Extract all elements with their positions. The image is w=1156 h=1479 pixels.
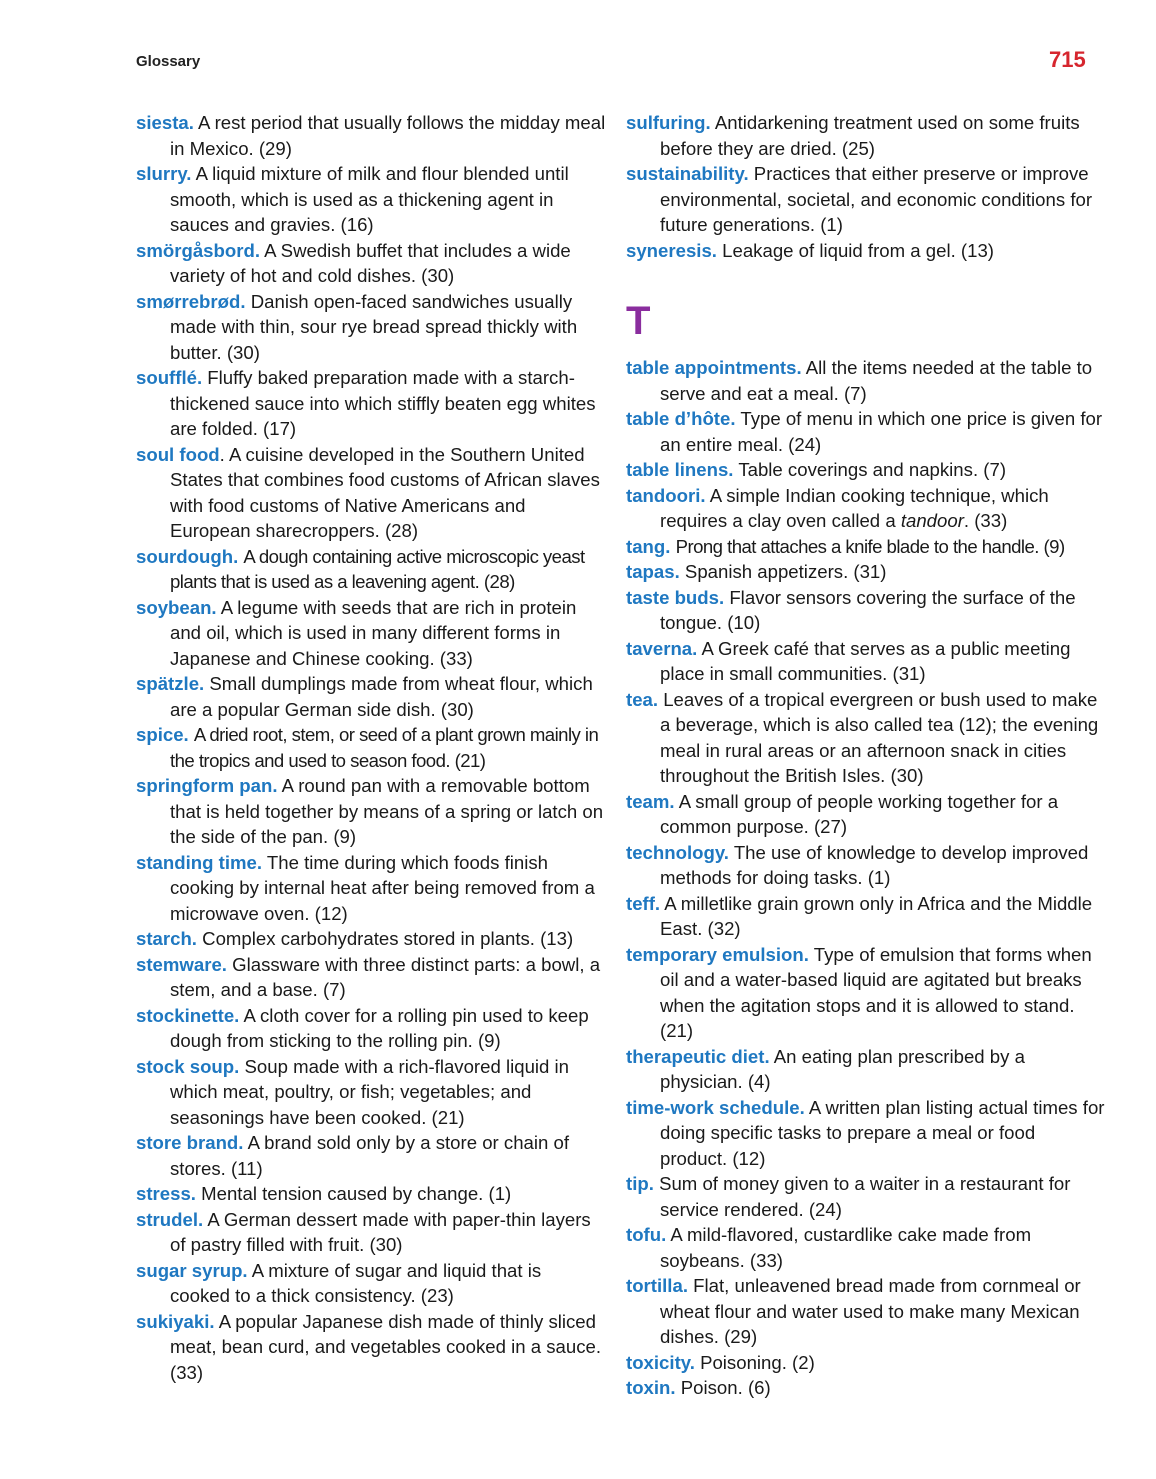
glossary-entry	[626, 942, 1106, 1044]
glossary-definition: A milletlike grain grown only in Africa and the Middle East. (32)	[660, 892, 1093, 939]
glossary-entry	[136, 1003, 606, 1054]
glossary-definition: Poison. (6)	[680, 1377, 771, 1398]
glossary-definition: Danish open-faced sandwiches usually made with thin, sour rye bread spread thickly with butter. (30)	[170, 290, 578, 363]
glossary-term: soufflé.	[136, 367, 203, 388]
glossary-entry	[626, 110, 1106, 161]
glossary-term: tandoori.	[626, 484, 706, 506]
glossary-term: syneresis.	[626, 239, 717, 261]
glossary-term: sourdough.	[136, 545, 239, 567]
glossary-entry	[626, 534, 1106, 560]
glossary-entry	[136, 1309, 606, 1386]
glossary-term: stock soup.	[136, 1055, 240, 1077]
glossary-entry	[136, 952, 606, 1003]
glossary-entry	[136, 442, 606, 544]
glossary-term: table d’hôte.	[626, 408, 736, 429]
glossary-term: table linens.	[626, 459, 734, 480]
glossary-entry	[136, 1130, 606, 1181]
glossary-definition: A cloth cover for a rolling pin used to keep dough from sticking to the rolling pin. (9)	[170, 1004, 589, 1051]
glossary-term: stockinette.	[136, 1004, 240, 1026]
glossary-term: sulfuring.	[626, 112, 711, 133]
glossary-term: therapeutic diet.	[626, 1045, 770, 1067]
glossary-definition: A dried root, stem, or seed of a plant grown mainly in the tropics and used to season food. (21)	[170, 724, 599, 771]
glossary-entry	[626, 559, 1106, 585]
glossary-entry	[626, 1350, 1106, 1376]
glossary-entry	[136, 289, 606, 366]
glossary-term: toxin.	[626, 1377, 676, 1398]
glossary-entry	[136, 110, 606, 161]
glossary-term: tip.	[626, 1173, 654, 1194]
glossary-definition: A simple Indian cooking technique, which requires a clay oven called a	[660, 484, 1049, 531]
glossary-entry	[626, 789, 1106, 840]
glossary-entry	[626, 1222, 1106, 1273]
page-number: 715	[1049, 47, 1086, 72]
glossary-definition: The use of knowledge to develop improved methods for doing tasks. (1)	[660, 841, 1089, 888]
glossary-entry	[626, 1273, 1106, 1350]
glossary-term: table appointments.	[626, 357, 802, 378]
glossary-entry	[136, 544, 606, 595]
glossary-entry	[626, 1171, 1106, 1222]
glossary-term: sustainability.	[626, 163, 749, 184]
glossary-definition: Small dumplings made from wheat flour, which are a popular German side dish. (30)	[170, 673, 593, 720]
page-header-title: Glossary	[136, 53, 201, 70]
glossary-term: taste buds.	[626, 586, 725, 608]
glossary-term: slurry.	[136, 163, 192, 184]
glossary-definition: A rest period that usually follows the midday meal in Mexico. (29)	[170, 112, 606, 159]
glossary-definition: A dough containing active microscopic yeast plants that is used as a leavening agent. (28)	[170, 545, 585, 592]
glossary-definition: Practices that either preserve or improve environmental, societal, and economic conditions for future generations. (1)	[660, 163, 1093, 235]
glossary-definition: Complex carbohydrates stored in plants. (13)	[202, 928, 574, 949]
glossary-term: starch.	[136, 928, 197, 949]
glossary-entry	[626, 1044, 1106, 1095]
glossary-entry	[626, 1095, 1106, 1172]
glossary-term: strudel.	[136, 1208, 204, 1230]
glossary-term: taverna.	[626, 637, 698, 659]
glossary-term: tofu.	[626, 1224, 667, 1245]
glossary-definition: A Swedish buffet that includes a wide variety of hot and cold dishes. (30)	[170, 239, 571, 286]
glossary-term: tea.	[626, 688, 659, 710]
glossary-definition: A round pan with a removable bottom that is held together by means of a spring or latch on the side of the pan. (9)	[170, 775, 604, 847]
glossary-term: tapas.	[626, 561, 680, 582]
glossary-term: teff.	[626, 892, 661, 914]
glossary-definition: Poisoning. (2)	[700, 1351, 815, 1373]
glossary-definition: Spanish appetizers. (31)	[684, 561, 887, 582]
glossary-definition: Leaves of a tropical evergreen or bush used to make a beverage, which is also called tea (12); the evening meal in rural areas or an afternoon snack in cities throughout the British Isles. (30)	[660, 688, 1099, 786]
glossary-definition: A popular Japanese dish made of thinly sliced meat, bean curd, and vegetables cooked in a sauce. (33)	[170, 1310, 602, 1383]
glossary-entry	[136, 595, 606, 672]
glossary-definition: Flavor sensors covering the surface of the tongue. (10)	[660, 586, 1076, 633]
glossary-term: time-work schedule.	[626, 1096, 805, 1118]
glossary-entry	[626, 161, 1106, 238]
glossary-entry	[626, 406, 1106, 457]
glossary-definition: A German dessert made with paper-thin layers of pastry filled with fruit. (30)	[170, 1208, 591, 1255]
glossary-entry	[626, 1375, 1106, 1401]
glossary-definition: A brand sold only by a store or chain of stores. (11)	[170, 1132, 570, 1179]
glossary-entry	[136, 1181, 606, 1207]
glossary-entry	[626, 585, 1106, 636]
glossary-entry	[136, 722, 606, 773]
glossary-entry	[626, 457, 1106, 483]
glossary-definition: A written plan listing actual times for doing specific tasks to prepare a meal or food product. (12)	[660, 1096, 1105, 1169]
glossary-definition: A legume with seeds that are rich in protein and oil, which is used in many different forms in Japanese and Chinese cooking. (33)	[170, 596, 577, 669]
glossary-term: team.	[626, 790, 675, 812]
glossary-term: store brand.	[136, 1132, 244, 1153]
glossary-entry	[136, 671, 606, 722]
glossary-entry	[136, 1258, 606, 1309]
glossary-entry	[136, 238, 606, 289]
glossary-term: smørrebrød.	[136, 290, 246, 312]
glossary-definition: The time during which foods finish cooking by internal heat after being removed from a microwave oven. (12)	[170, 851, 595, 924]
glossary-entry	[626, 687, 1106, 789]
section-letter-heading: T	[626, 299, 651, 343]
glossary-term: springform pan.	[136, 775, 278, 796]
glossary-term: toxicity.	[626, 1351, 695, 1373]
glossary-definition: Type of menu in which one price is given for an entire meal. (24)	[660, 408, 1103, 455]
glossary-definition: A mild-flavored, custardlike cake made from soybeans. (33)	[660, 1224, 1032, 1271]
glossary-definition: Prong that attaches a knife blade to the handle. (9)	[675, 535, 1065, 557]
glossary-entry	[136, 1054, 606, 1131]
glossary-definition: . A cuisine developed in the Southern United States that combines food customs of African slaves with food customs of Native Americans and European sharecroppers. (28)	[170, 443, 600, 541]
glossary-definition: Flat, unleavened bread made from cornmeal or wheat flour and water used to make many Mexican dishes. (29)	[660, 1275, 1081, 1347]
glossary-definition: An eating plan prescribed by a physician. (4)	[660, 1045, 1025, 1092]
glossary-definition: Glassware with three distinct parts: a bowl, a stem, and a base. (7)	[170, 953, 601, 1000]
glossary-term: soul food	[136, 443, 220, 465]
glossary-entry	[626, 891, 1106, 942]
glossary-entry	[136, 161, 606, 238]
glossary-definition: Antidarkening treatment used on some fruits before they are dried. (25)	[660, 112, 1080, 159]
glossary-definition: Mental tension caused by change. (1)	[201, 1183, 512, 1204]
glossary-term: temporary emulsion.	[626, 943, 809, 965]
glossary-definition: Sum of money given to a waiter in a restaurant for service rendered. (24)	[659, 1173, 1071, 1220]
glossary-entry	[626, 238, 1106, 264]
glossary-entry	[626, 483, 1106, 534]
glossary-term: technology.	[626, 841, 729, 863]
glossary-entry	[136, 365, 606, 442]
glossary-term: sugar syrup.	[136, 1259, 248, 1281]
glossary-term: soybean.	[136, 596, 217, 618]
glossary-entry	[136, 926, 606, 952]
glossary-term: tortilla.	[626, 1275, 688, 1296]
glossary-entry	[136, 1207, 606, 1258]
glossary-definition: A liquid mixture of milk and flour blended until smooth, which is used as a thickening agent in sauces and gravies. (16)	[170, 163, 569, 235]
glossary-entry	[626, 355, 1106, 406]
glossary-definition: Table coverings and napkins. (7)	[738, 459, 1007, 480]
glossary-term: standing time.	[136, 851, 263, 873]
glossary-column-right	[626, 110, 1106, 1401]
glossary-definition-end: . (33)	[963, 510, 1008, 531]
glossary-definition-italic: tandoor	[900, 510, 964, 531]
glossary-term: tang.	[626, 535, 671, 557]
glossary-definition: A Greek café that serves as a public meeting place in small communities. (31)	[660, 637, 1071, 684]
glossary-term: stemware.	[136, 953, 227, 975]
glossary-term: spice.	[136, 724, 189, 745]
glossary-definition: All the items needed at the table to serve and eat a meal. (7)	[660, 357, 1093, 404]
glossary-definition: Soup made with a rich-flavored liquid in which meat, poultry, or fish; vegetables; and seasonings have been cooked. (21)	[170, 1055, 570, 1128]
glossary-term: smörgåsbord.	[136, 239, 260, 261]
glossary-column-left	[136, 110, 606, 1385]
glossary-definition: Leakage of liquid from a gel. (13)	[722, 239, 994, 261]
glossary-definition: Type of emulsion that forms when oil and a water-based liquid are agitated but breaks when the agitation stops and it is allowed to stand. (21)	[660, 943, 1092, 1041]
glossary-term: stress.	[136, 1183, 196, 1204]
glossary-entry	[626, 636, 1106, 687]
glossary-term: siesta.	[136, 112, 194, 133]
glossary-entry	[136, 773, 606, 850]
glossary-term: spätzle.	[136, 673, 205, 694]
glossary-definition: Fluffy baked preparation made with a starch-thickened sauce into which stiffly beaten egg whites are folded. (17)	[170, 367, 596, 439]
glossary-definition: A mixture of sugar and liquid that is cooked to a thick consistency. (23)	[170, 1259, 542, 1306]
glossary-entry	[626, 840, 1106, 891]
glossary-entry	[136, 850, 606, 927]
glossary-definition: A small group of people working together for a common purpose. (27)	[660, 790, 1059, 837]
glossary-term: sukiyaki.	[136, 1310, 215, 1332]
